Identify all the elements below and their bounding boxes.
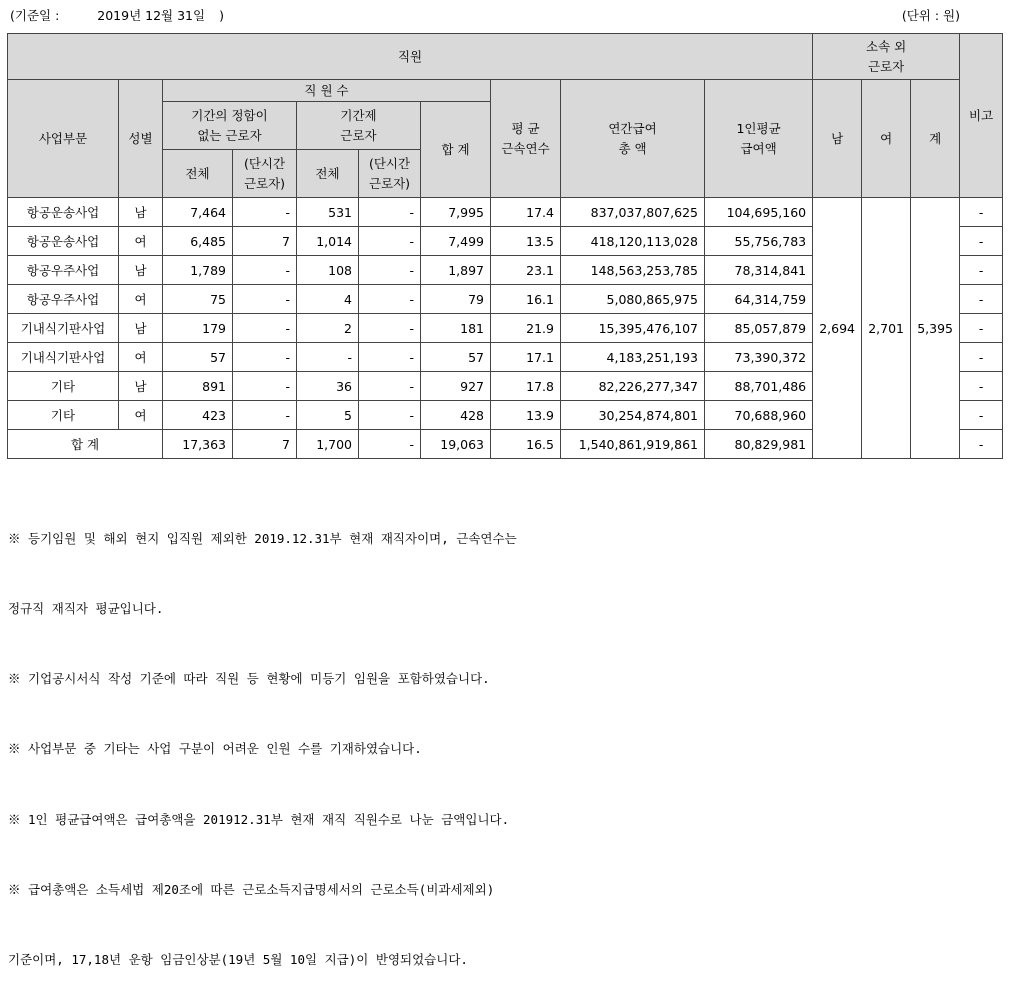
footnote-line: ※ 급여총액은 소득세법 제20조에 따른 근로소득지급명세서의 근로소득(비과세제외) bbox=[8, 881, 495, 897]
fixed-part-cell: - bbox=[359, 343, 421, 372]
footnote-line: 기준이며, 17,18년 운항 임금인상분(19년 5월 10일 지급)이 반영되었습니다. bbox=[8, 952, 468, 968]
fixed-all-cell: 1,700 bbox=[297, 430, 359, 459]
table-caption-bar bbox=[10, 6, 1000, 26]
fixed-all-cell: 1,014 bbox=[297, 227, 359, 256]
fixed-all-cell: 2 bbox=[297, 314, 359, 343]
header-permanent-part bbox=[233, 150, 297, 198]
division-cell: 기타 bbox=[8, 401, 119, 430]
base-date bbox=[10, 6, 224, 24]
base-date-value: 2019년 12월 31일 bbox=[97, 8, 206, 23]
fixed-all-cell: - bbox=[297, 343, 359, 372]
division-cell: 항공우주사업 bbox=[8, 256, 119, 285]
gender-cell: 여 bbox=[119, 285, 163, 314]
header-avg-pay bbox=[705, 80, 813, 198]
total-cell: 428 bbox=[421, 401, 491, 430]
header-payroll bbox=[561, 80, 705, 198]
header-tenure-line1: 평 균 bbox=[511, 120, 540, 136]
tenure-cell: 21.9 bbox=[491, 314, 561, 343]
division-cell: 기타 bbox=[8, 372, 119, 401]
header-non-affiliated bbox=[813, 34, 960, 80]
total-cell: 7,499 bbox=[421, 227, 491, 256]
unit-label: (단위 : 원) bbox=[901, 8, 960, 23]
payroll-cell: 837,037,807,625 bbox=[561, 198, 705, 227]
payroll-cell: 15,395,476,107 bbox=[561, 314, 705, 343]
gender-cell: 여 bbox=[119, 343, 163, 372]
division-cell: 기내식기판사업 bbox=[8, 343, 119, 372]
division-cell: 항공운송사업 bbox=[8, 227, 119, 256]
gender-cell: 남 bbox=[119, 198, 163, 227]
avg-pay-cell: 104,695,160 bbox=[705, 198, 813, 227]
total-cell: 19,063 bbox=[421, 430, 491, 459]
fixed-part-cell: - bbox=[359, 256, 421, 285]
header-employees: 직원 bbox=[8, 34, 813, 80]
perm-part-cell: - bbox=[233, 198, 297, 227]
gender-cell: 여 bbox=[119, 401, 163, 430]
header-payroll-line2: 총 액 bbox=[618, 140, 647, 156]
footnote-line: ※ 등기임원 및 해외 현지 입직원 제외한 2019.12.31부 현재 재직자이며, 근속연수는 bbox=[8, 530, 517, 546]
total-cell: 927 bbox=[421, 372, 491, 401]
remarks-cell: - bbox=[960, 256, 1003, 285]
header-permanent-all: 전체 bbox=[163, 150, 233, 198]
header-payroll-line1: 연간급여 bbox=[608, 120, 657, 136]
perm-part-cell: - bbox=[233, 343, 297, 372]
tenure-cell: 17.4 bbox=[491, 198, 561, 227]
header-tenure bbox=[491, 80, 561, 198]
non-affiliated-sum-cell: 5,395 bbox=[911, 198, 960, 459]
avg-pay-cell: 88,701,486 bbox=[705, 372, 813, 401]
remarks-cell: - bbox=[960, 372, 1003, 401]
base-date-close: ) bbox=[219, 8, 224, 23]
footnote-line: 정규직 재직자 평균입니다. bbox=[8, 601, 164, 617]
fixed-all-cell: 531 bbox=[297, 198, 359, 227]
header-female: 여 bbox=[862, 80, 911, 198]
tenure-cell: 17.8 bbox=[491, 372, 561, 401]
avg-pay-cell: 78,314,841 bbox=[705, 256, 813, 285]
header-permanent-line2: 없는 근로자 bbox=[197, 127, 262, 143]
tenure-cell: 13.9 bbox=[491, 401, 561, 430]
perm-all-cell: 423 bbox=[163, 401, 233, 430]
fixed-part-cell: - bbox=[359, 227, 421, 256]
footnote-line: ※ 사업부문 중 기타는 사업 구분이 어려운 인원 수를 기재하였습니다. bbox=[8, 741, 422, 757]
remarks-cell: - bbox=[960, 343, 1003, 372]
total-cell: 57 bbox=[421, 343, 491, 372]
base-date-label: (기준일 : bbox=[10, 8, 60, 23]
perm-all-cell: 17,363 bbox=[163, 430, 233, 459]
perm-all-cell: 7,464 bbox=[163, 198, 233, 227]
gender-cell: 여 bbox=[119, 227, 163, 256]
gender-cell: 남 bbox=[119, 372, 163, 401]
header-permanent-part-line1: (단시간 bbox=[243, 155, 286, 171]
perm-all-cell: 891 bbox=[163, 372, 233, 401]
fixed-part-cell: - bbox=[359, 430, 421, 459]
division-cell: 항공우주사업 bbox=[8, 285, 119, 314]
perm-part-cell: 7 bbox=[233, 227, 297, 256]
payroll-cell: 30,254,874,801 bbox=[561, 401, 705, 430]
perm-part-cell: 7 bbox=[233, 430, 297, 459]
fixed-part-cell: - bbox=[359, 314, 421, 343]
avg-pay-cell: 64,314,759 bbox=[705, 285, 813, 314]
footnote-line: ※ 기업공시서식 작성 기준에 따라 직원 등 현황에 미등기 임원을 포함하였습니다. bbox=[8, 671, 490, 687]
employee-status-table bbox=[7, 33, 1003, 459]
payroll-cell: 418,120,113,028 bbox=[561, 227, 705, 256]
avg-pay-cell: 70,688,960 bbox=[705, 401, 813, 430]
perm-all-cell: 6,485 bbox=[163, 227, 233, 256]
header-fixed-term bbox=[297, 102, 421, 150]
header-permanent bbox=[163, 102, 297, 150]
header-total: 합 계 bbox=[421, 102, 491, 198]
perm-part-cell: - bbox=[233, 256, 297, 285]
fixed-all-cell: 4 bbox=[297, 285, 359, 314]
payroll-cell: 1,540,861,919,861 bbox=[561, 430, 705, 459]
tenure-cell: 13.5 bbox=[491, 227, 561, 256]
remarks-cell: - bbox=[960, 430, 1003, 459]
remarks-cell: - bbox=[960, 198, 1003, 227]
division-cell: 기내식기판사업 bbox=[8, 314, 119, 343]
total-cell: 79 bbox=[421, 285, 491, 314]
total-cell: 1,897 bbox=[421, 256, 491, 285]
payroll-cell: 4,183,251,193 bbox=[561, 343, 705, 372]
payroll-cell: 5,080,865,975 bbox=[561, 285, 705, 314]
header-gender: 성별 bbox=[119, 80, 163, 198]
tenure-cell: 17.1 bbox=[491, 343, 561, 372]
avg-pay-cell: 85,057,879 bbox=[705, 314, 813, 343]
perm-part-cell: - bbox=[233, 285, 297, 314]
header-non-affiliated-line1: 소속 외 bbox=[866, 38, 907, 54]
header-fixed-all: 전체 bbox=[297, 150, 359, 198]
header-remarks: 비고 bbox=[960, 34, 1003, 198]
avg-pay-cell: 55,756,783 bbox=[705, 227, 813, 256]
header-fixed-term-line2: 근로자 bbox=[340, 127, 377, 143]
perm-part-cell: - bbox=[233, 372, 297, 401]
header-fixed-term-line1: 기간제 bbox=[340, 107, 377, 123]
remarks-cell: - bbox=[960, 227, 1003, 256]
fixed-part-cell: - bbox=[359, 285, 421, 314]
gender-cell: 남 bbox=[119, 256, 163, 285]
footnotes bbox=[8, 480, 517, 995]
total-cell: 7,995 bbox=[421, 198, 491, 227]
footnote-line: ※ 1인 평균급여액은 급여총액을 201912.31부 현재 재직 직원수로 나눈 금액입니다. bbox=[8, 811, 510, 827]
perm-all-cell: 1,789 bbox=[163, 256, 233, 285]
total-row-label: 합 계 bbox=[8, 430, 163, 459]
header-fixed-part bbox=[359, 150, 421, 198]
gender-cell: 남 bbox=[119, 314, 163, 343]
header-avg-pay-line1: 1인평균 bbox=[736, 120, 781, 136]
avg-pay-cell: 80,829,981 bbox=[705, 430, 813, 459]
header-headcount: 직 원 수 bbox=[163, 80, 491, 102]
payroll-cell: 148,563,253,785 bbox=[561, 256, 705, 285]
perm-all-cell: 57 bbox=[163, 343, 233, 372]
header-fixed-part-line1: (단시간 bbox=[368, 155, 411, 171]
remarks-cell: - bbox=[960, 285, 1003, 314]
tenure-cell: 16.1 bbox=[491, 285, 561, 314]
fixed-all-cell: 5 bbox=[297, 401, 359, 430]
payroll-cell: 82,226,277,347 bbox=[561, 372, 705, 401]
total-cell: 181 bbox=[421, 314, 491, 343]
header-avg-pay-line2: 급여액 bbox=[740, 140, 777, 156]
fixed-part-cell: - bbox=[359, 401, 421, 430]
tenure-cell: 23.1 bbox=[491, 256, 561, 285]
perm-part-cell: - bbox=[233, 401, 297, 430]
header-male: 남 bbox=[813, 80, 862, 198]
fixed-all-cell: 108 bbox=[297, 256, 359, 285]
division-cell: 항공운송사업 bbox=[8, 198, 119, 227]
header-division: 사업부문 bbox=[8, 80, 119, 198]
header-non-affiliated-line2: 근로자 bbox=[868, 58, 905, 74]
non-affiliated-male-cell: 2,694 bbox=[813, 198, 862, 459]
non-affiliated-female-cell: 2,701 bbox=[862, 198, 911, 459]
perm-all-cell: 75 bbox=[163, 285, 233, 314]
tenure-cell: 16.5 bbox=[491, 430, 561, 459]
remarks-cell: - bbox=[960, 314, 1003, 343]
fixed-all-cell: 36 bbox=[297, 372, 359, 401]
fixed-part-cell: - bbox=[359, 372, 421, 401]
header-fixed-part-line2: 근로자) bbox=[368, 175, 411, 191]
header-tenure-line2: 근속연수 bbox=[501, 140, 550, 156]
header-sum: 계 bbox=[911, 80, 960, 198]
header-permanent-line1: 기간의 정함이 bbox=[191, 107, 268, 123]
avg-pay-cell: 73,390,372 bbox=[705, 343, 813, 372]
table-row bbox=[8, 198, 1003, 227]
header-permanent-part-line2: 근로자) bbox=[243, 175, 286, 191]
remarks-cell: - bbox=[960, 401, 1003, 430]
perm-all-cell: 179 bbox=[163, 314, 233, 343]
perm-part-cell: - bbox=[233, 314, 297, 343]
fixed-part-cell: - bbox=[359, 198, 421, 227]
